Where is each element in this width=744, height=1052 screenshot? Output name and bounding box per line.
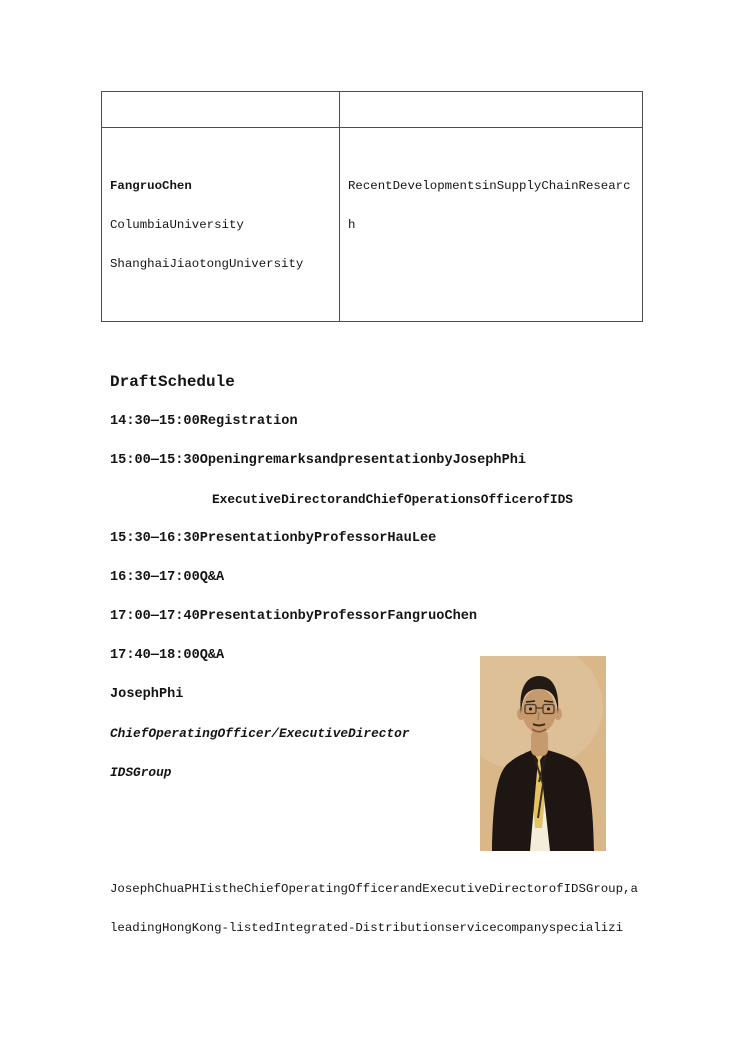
- table-speaker-affiliation-1: ColumbiaUniversity: [110, 218, 244, 232]
- schedule-item-opening-remarks-continuation: ExecutiveDirectorandChiefOperationsOfficerofIDS: [212, 492, 573, 507]
- schedule-item-fangruo-chen-presentation: 17:00—17:40PresentationbyProfessorFangruoChen: [110, 609, 478, 624]
- speaker-company: IDSGroup: [110, 765, 172, 780]
- schedule-item-opening-remarks: 15:00—15:30OpeningremarksandpresentationbyJosephPhi: [110, 453, 527, 468]
- table-speaker-affiliation-2: ShanghaiJiaotongUniversity: [110, 257, 304, 271]
- talk-title-line-1: RecentDevelopmentsinSupplyChainResearc: [348, 179, 631, 193]
- speaker-heading-name: JosephPhi: [110, 687, 184, 702]
- nose: [538, 712, 539, 720]
- talk-title-line-2: h: [348, 218, 356, 232]
- neck: [531, 730, 548, 756]
- speaker-portrait-graphic: [480, 656, 606, 851]
- blank-line: [110, 792, 720, 831]
- schedule-title: DraftSchedule: [110, 373, 235, 391]
- schedule-item-qa-1: 16:30—17:00Q&A: [110, 570, 225, 585]
- table-body-row: [102, 128, 643, 322]
- eye-left: [529, 708, 532, 711]
- table-header-cell-right: [340, 92, 643, 128]
- table-speaker-name: FangruoChen: [110, 179, 192, 193]
- table-header-cell-left: [102, 92, 340, 128]
- speaker-info-cell: [102, 128, 340, 322]
- schedule-item-qa-2: 17:40—18:00Q&A: [110, 648, 225, 663]
- speaker-job-title: ChiefOperatingOfficer/ExecutiveDirector: [110, 726, 410, 741]
- schedule-item-hau-lee-presentation: 15:30—16:30PresentationbyProfessorHauLee: [110, 531, 437, 546]
- schedule-section: [110, 363, 720, 948]
- schedule-item-registration: 14:30—15:00Registration: [110, 414, 298, 429]
- eye-right: [547, 708, 550, 711]
- table-header-row: [102, 92, 643, 128]
- bio-line-2: leadingHongKong-listedIntegrated-Distributionservicecompanyspecializi: [110, 921, 624, 935]
- speaker-photo: [480, 656, 606, 851]
- blank-line: [110, 831, 720, 870]
- speaker-topic-table: [101, 91, 643, 322]
- talk-title-cell: [340, 128, 643, 322]
- bio-line-1: JosephChuaPHIistheChiefOperatingOfficerandExecutiveDirectorofIDSGroup,a: [110, 882, 638, 896]
